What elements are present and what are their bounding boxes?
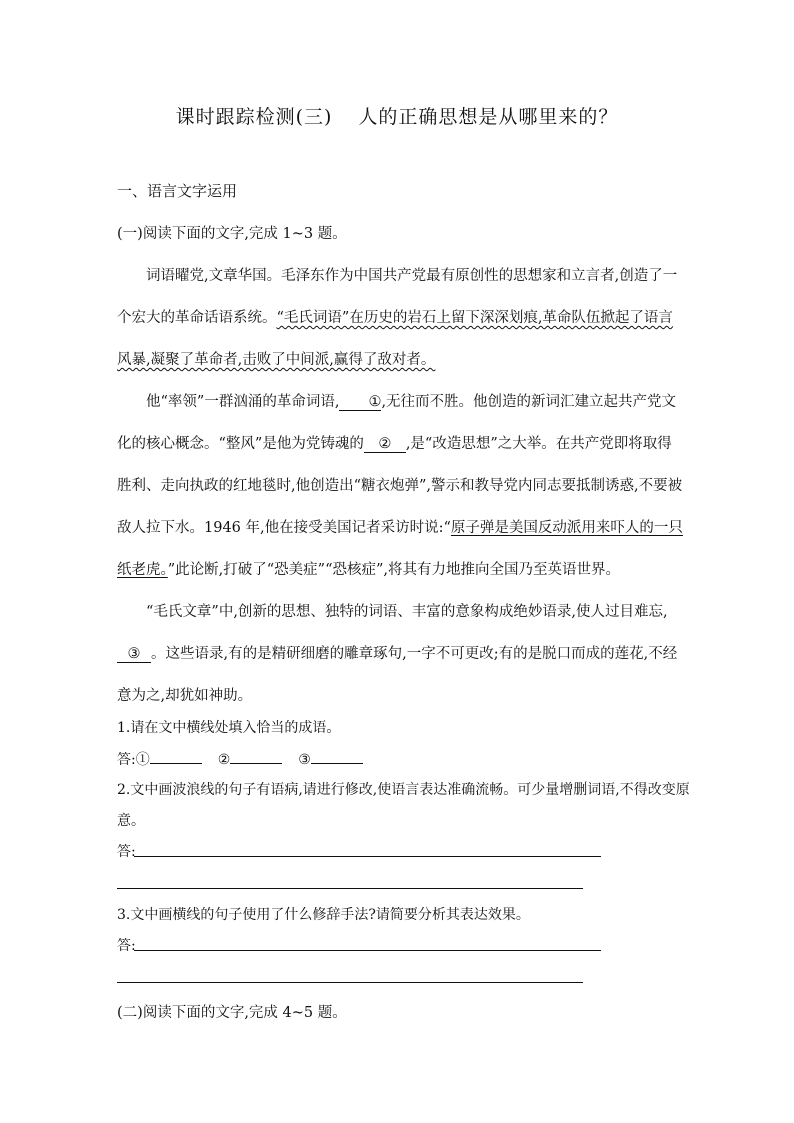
answer-blank-3[interactable] (311, 749, 363, 764)
paragraph-3-line-2: ③ 。这些语录,有的是精研细磨的雕章琢句,一字不可更改;有的是脱口而成的莲花,不经 (117, 644, 677, 664)
paragraph-2-line-2: 化的核心概念。“整风”是他为党铸魂的 ② ,是“改造思想”之大举。在共产党即将取得 (117, 436, 672, 452)
blank-1: ① (339, 394, 381, 411)
answer-line[interactable] (134, 950, 601, 951)
paragraph-1-line-1: 词语曜党,文章华国。毛泽东作为中国共产党最有原创性的思想家和立言者,创造了一 (146, 268, 678, 284)
question-2-line-1: 2.文中画波浪线的句子有语病,请进行修改,使语言表达准确流畅。可少量增删词语,不得改变原 (117, 782, 690, 798)
page-title (0, 102, 794, 129)
answer-line[interactable] (134, 856, 601, 857)
wavy-underlined-sentence: “毛氏词语”在历史的岩石上留下深深划痕,革命队伍掀起了语言 (276, 310, 673, 326)
part1-intro: (一)阅读下面的文字,完成 1~3 题。 (117, 226, 347, 242)
question-3-answer-label: 答: (117, 938, 136, 954)
paragraph-1-line-3 (117, 350, 677, 370)
paragraph-2-line-4: 敌人拉下水。1946 年,他在接受美国记者采访时说:“原子弹是美国反动派用来吓人的一只 (117, 520, 683, 536)
underlined-sentence: 原子弹是美国反动派用来吓人的一只 (450, 520, 683, 536)
paragraph-2-line-3: 胜利、走向执政的红地毯时,他创造出“糖衣炮弹”,警示和教导党内同志要抵制诱惑,不要被 (117, 478, 683, 494)
paragraph-2-line-5: 纸老虎。”此论断,打破了“恐美症”“恐核症”,将其有力地推向全国乃至英语世界。 (117, 562, 621, 578)
section-heading: 一、语言文字运用 (117, 182, 238, 200)
answer-blank-2[interactable] (230, 749, 282, 764)
question-3: 3.文中画横线的句子使用了什么修辞手法?请简要分析其表达效果。 (117, 907, 530, 923)
title-main: 课时跟踪检测(三) (175, 106, 333, 128)
blank-3: ③ (117, 646, 151, 663)
paragraph-1-line-2: 个宏大的革命话语系统。“毛氏词语”在历史的岩石上留下深深划痕,革命队伍掀起了语言 (117, 310, 673, 326)
paragraph-3-line-1: “毛氏文章”中,创新的思想、独特的词语、丰富的意象构成绝妙语录,使人过目难忘, (146, 604, 668, 620)
question-2-answer-label: 答: (117, 844, 136, 860)
part2-intro: (二)阅读下面的文字,完成 4~5 题。 (117, 1005, 347, 1021)
blank-2: ② (364, 436, 406, 453)
question-2-line-2: 意。 (117, 813, 145, 829)
answer-blank-1[interactable] (150, 749, 202, 764)
underlined-sentence-end: 纸老虎。 (117, 562, 168, 578)
question-1-answer: 答:① ② ③ (117, 749, 677, 770)
answer-line[interactable] (117, 982, 583, 983)
answer-line[interactable] (117, 888, 583, 889)
wavy-underlined-sentence-end: 风暴,凝聚了革命者,击败了中间派,赢得了敌对者。 (117, 352, 436, 368)
title-sub: 人的正确思想是从哪里来的？ (358, 106, 619, 128)
paragraph-3-line-3: 意为之,却犹如神助。 (117, 688, 253, 704)
paragraph-2-line-1: 他“率领”一群汹涌的革命词语, ①,无往而不胜。他创造的新词汇建立起共产党文 (146, 394, 677, 410)
question-1: 1.请在文中横线处填入恰当的成语。 (117, 720, 341, 736)
